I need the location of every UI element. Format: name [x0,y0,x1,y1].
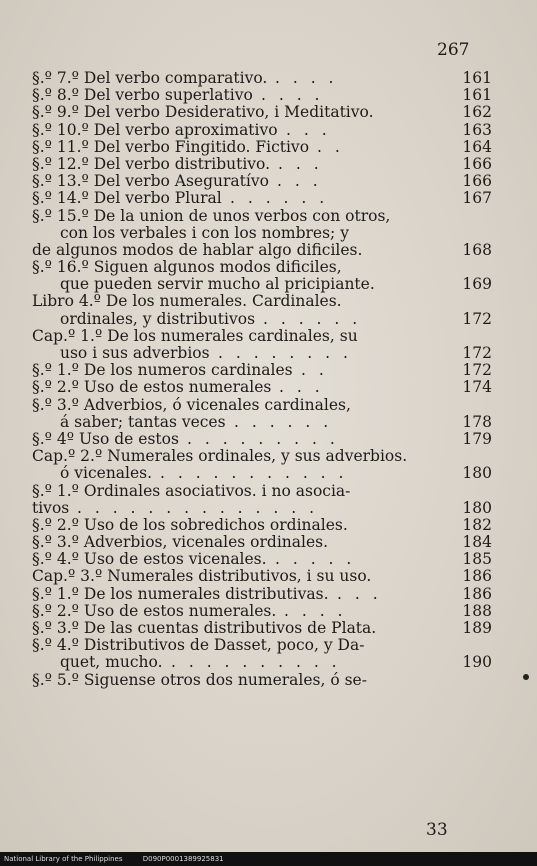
toc-entry [0,362,537,379]
toc-entry [0,672,537,689]
scan-code: D090P0001389925831 [142,855,224,863]
entry-title: §.º 16.º Siguen algunos modos dificiles, [32,258,342,277]
entry-title: §.º 1.º De los numerales distributivas. [32,584,329,603]
entry-title: §.º 4º Uso de estos [32,429,179,448]
toc-entry [0,122,537,139]
entry-title: con los verbales i con los nombres; y [60,223,349,242]
entry-page-number: 172 [462,361,492,380]
entry-title: quet, mucho. [60,653,163,672]
toc-entry [0,259,537,276]
entry-page-number: 180 [462,464,492,483]
entry-leader-dots: . . . . [275,69,338,87]
toc-entry [0,551,537,568]
entry-page-number: 184 [462,533,492,552]
entry-leader-dots: . . . . . . . . . [187,429,339,448]
entry-page-number: 178 [462,412,492,431]
toc-entry [0,311,537,328]
entry-page-number: 185 [462,550,492,569]
entry-page-number: 186 [462,567,492,586]
toc-entry [0,70,537,87]
entry-page-number: 180 [462,498,492,517]
toc-entry [0,328,537,345]
entry-title: §.º 9.º Del verbo Desiderativo, i Meditativo. [32,103,374,122]
entry-title: Libro 4.º De los numerales. Cardinales. [32,292,342,311]
entry-leader-dots: . . . . . . . . . . . . . . [77,498,319,517]
entry-page-number: 167 [462,189,492,208]
library-name: National Library of the Philippines [4,855,123,863]
toc-entry [0,517,537,534]
toc-entry [0,345,537,362]
toc-entry [0,586,537,603]
entry-page-number: 168 [462,240,492,259]
entry-leader-dots: . . . [337,584,382,603]
entry-leader-dots: . . . [278,154,323,173]
entry-title: §.º 4.º Uso de estos vicenales. [32,550,267,569]
entry-leader-dots: . . . . . . . . [218,344,352,362]
toc-entry [0,225,537,242]
entry-title: Cap.º 1.º De los numerales cardinales, su [32,326,358,345]
entry-leader-dots: . . . [277,172,322,191]
toc-entry [0,242,537,259]
entry-page-number: 190 [462,653,492,672]
entry-title: §.º 11.º Del verbo Fingitido. Fictivo [32,137,310,156]
toc-entry [0,534,537,551]
entry-title: §.º 2.º Uso de estos numerales. [32,601,277,620]
ink-spot [523,674,529,680]
toc-entry [0,483,537,500]
entry-page-number: 172 [462,309,492,328]
entry-leader-dots: . . . . [284,601,347,620]
entry-page-number: 182 [462,515,492,534]
entry-title: §.º 14.º Del verbo Plural [32,189,222,208]
entry-leader-dots: . . . . . . [234,412,333,431]
toc-entry [0,637,537,654]
entry-title: §.º 13.º Del verbo Aseguratívo [32,172,269,191]
entry-title: tivos [32,498,70,517]
entry-title: Cap.º 3.º Numerales distributivos, i su uso. [32,567,372,586]
signature-mark: 33 [426,820,448,840]
toc-entry [0,156,537,173]
entry-title: Cap.º 2.º Numerales ordinales, y sus adverbios. [32,447,408,466]
entry-leader-dots: . . . [279,378,324,397]
entry-page-number: 169 [462,275,492,294]
toc-entry [0,379,537,396]
entry-title: que pueden servir mucho al pricipiante. [60,275,375,294]
entry-title: ó vicenales. [60,464,153,483]
toc-entry [0,139,537,156]
entry-title: §.º 1.º Ordinales asociativos. i no asocia- [32,481,351,500]
entry-leader-dots: . . . . . . . . . . . [160,464,348,483]
toc-entry [0,173,537,190]
toc-entry [0,293,537,310]
entry-page-number: 162 [462,103,492,122]
entry-page-number: 189 [462,619,492,637]
entry-leader-dots: . . . . . . [230,189,329,208]
entry-title: §.º 3.º De las cuentas distributivos de Plata. [32,619,377,637]
page-number: 267 [437,40,470,60]
entry-title: §.º 7.º Del verbo comparativo. [32,69,268,87]
entry-page-number: 164 [462,137,492,156]
entry-title: ordinales, y distributivos [60,309,256,328]
scan-footer [0,852,537,866]
toc-entry [0,620,537,637]
entry-title: §.º 3.º Adverbios, vicenales ordinales. [32,533,329,552]
toc-entry [0,397,537,414]
entry-title: §.º 4.º Distributivos de Dasset, poco, y Da- [32,636,365,655]
entry-title: §.º 5.º Siguense otros dos numerales, ó se- [32,670,367,689]
entry-title: uso i sus adverbios [60,344,210,362]
toc-entry [0,431,537,448]
entry-title: de algunos modos de hablar algo dificiles. [32,240,363,259]
table-of-contents [0,70,537,689]
toc-entry [0,448,537,465]
toc-entry [0,208,537,225]
entry-title: §.º 12.º Del verbo distributivo. [32,154,271,173]
entry-title: §.º 2.º Uso de estos numerales [32,378,272,397]
entry-leader-dots: . . . . . . . . . . [171,653,341,672]
toc-entry [0,87,537,104]
entry-title: §.º 3.º Adverbios, ó vicenales cardinales, [32,395,351,414]
entry-title: §.º 10.º Del verbo aproximativo [32,120,278,139]
entry-page-number: 179 [462,429,492,448]
entry-page-number: 188 [462,601,492,620]
entry-leader-dots: . . [301,361,328,380]
entry-leader-dots: . . . . . [275,550,356,569]
toc-entry [0,568,537,585]
entry-leader-dots: . . . [286,120,331,139]
toc-entry [0,190,537,207]
entry-title: §.º 2.º Uso de los sobredichos ordinales. [32,515,348,534]
entry-page-number: 166 [462,154,492,173]
entry-leader-dots: . . . . . . [263,309,362,328]
entry-page-number: 166 [462,172,492,191]
toc-entry [0,654,537,671]
entry-page-number: 161 [462,86,492,105]
toc-entry [0,276,537,293]
entry-title: §.º 15.º De la union de unos verbos con otros, [32,206,391,225]
entry-title: §.º 8.º Del verbo superlativo [32,86,253,105]
toc-entry [0,414,537,431]
entry-page-number: 172 [462,344,492,362]
entry-title: §.º 1.º De los numeros cardinales [32,361,293,380]
toc-entry [0,465,537,482]
entry-leader-dots: . . [317,137,344,156]
entry-page-number: 186 [462,584,492,603]
toc-entry [0,500,537,517]
entry-page-number: 161 [462,69,492,87]
entry-title: á saber; tantas veces [60,412,226,431]
entry-page-number: 174 [462,378,492,397]
entry-page-number: 163 [462,120,492,139]
toc-entry [0,104,537,121]
entry-leader-dots: . . . . [261,86,324,105]
toc-entry [0,603,537,620]
